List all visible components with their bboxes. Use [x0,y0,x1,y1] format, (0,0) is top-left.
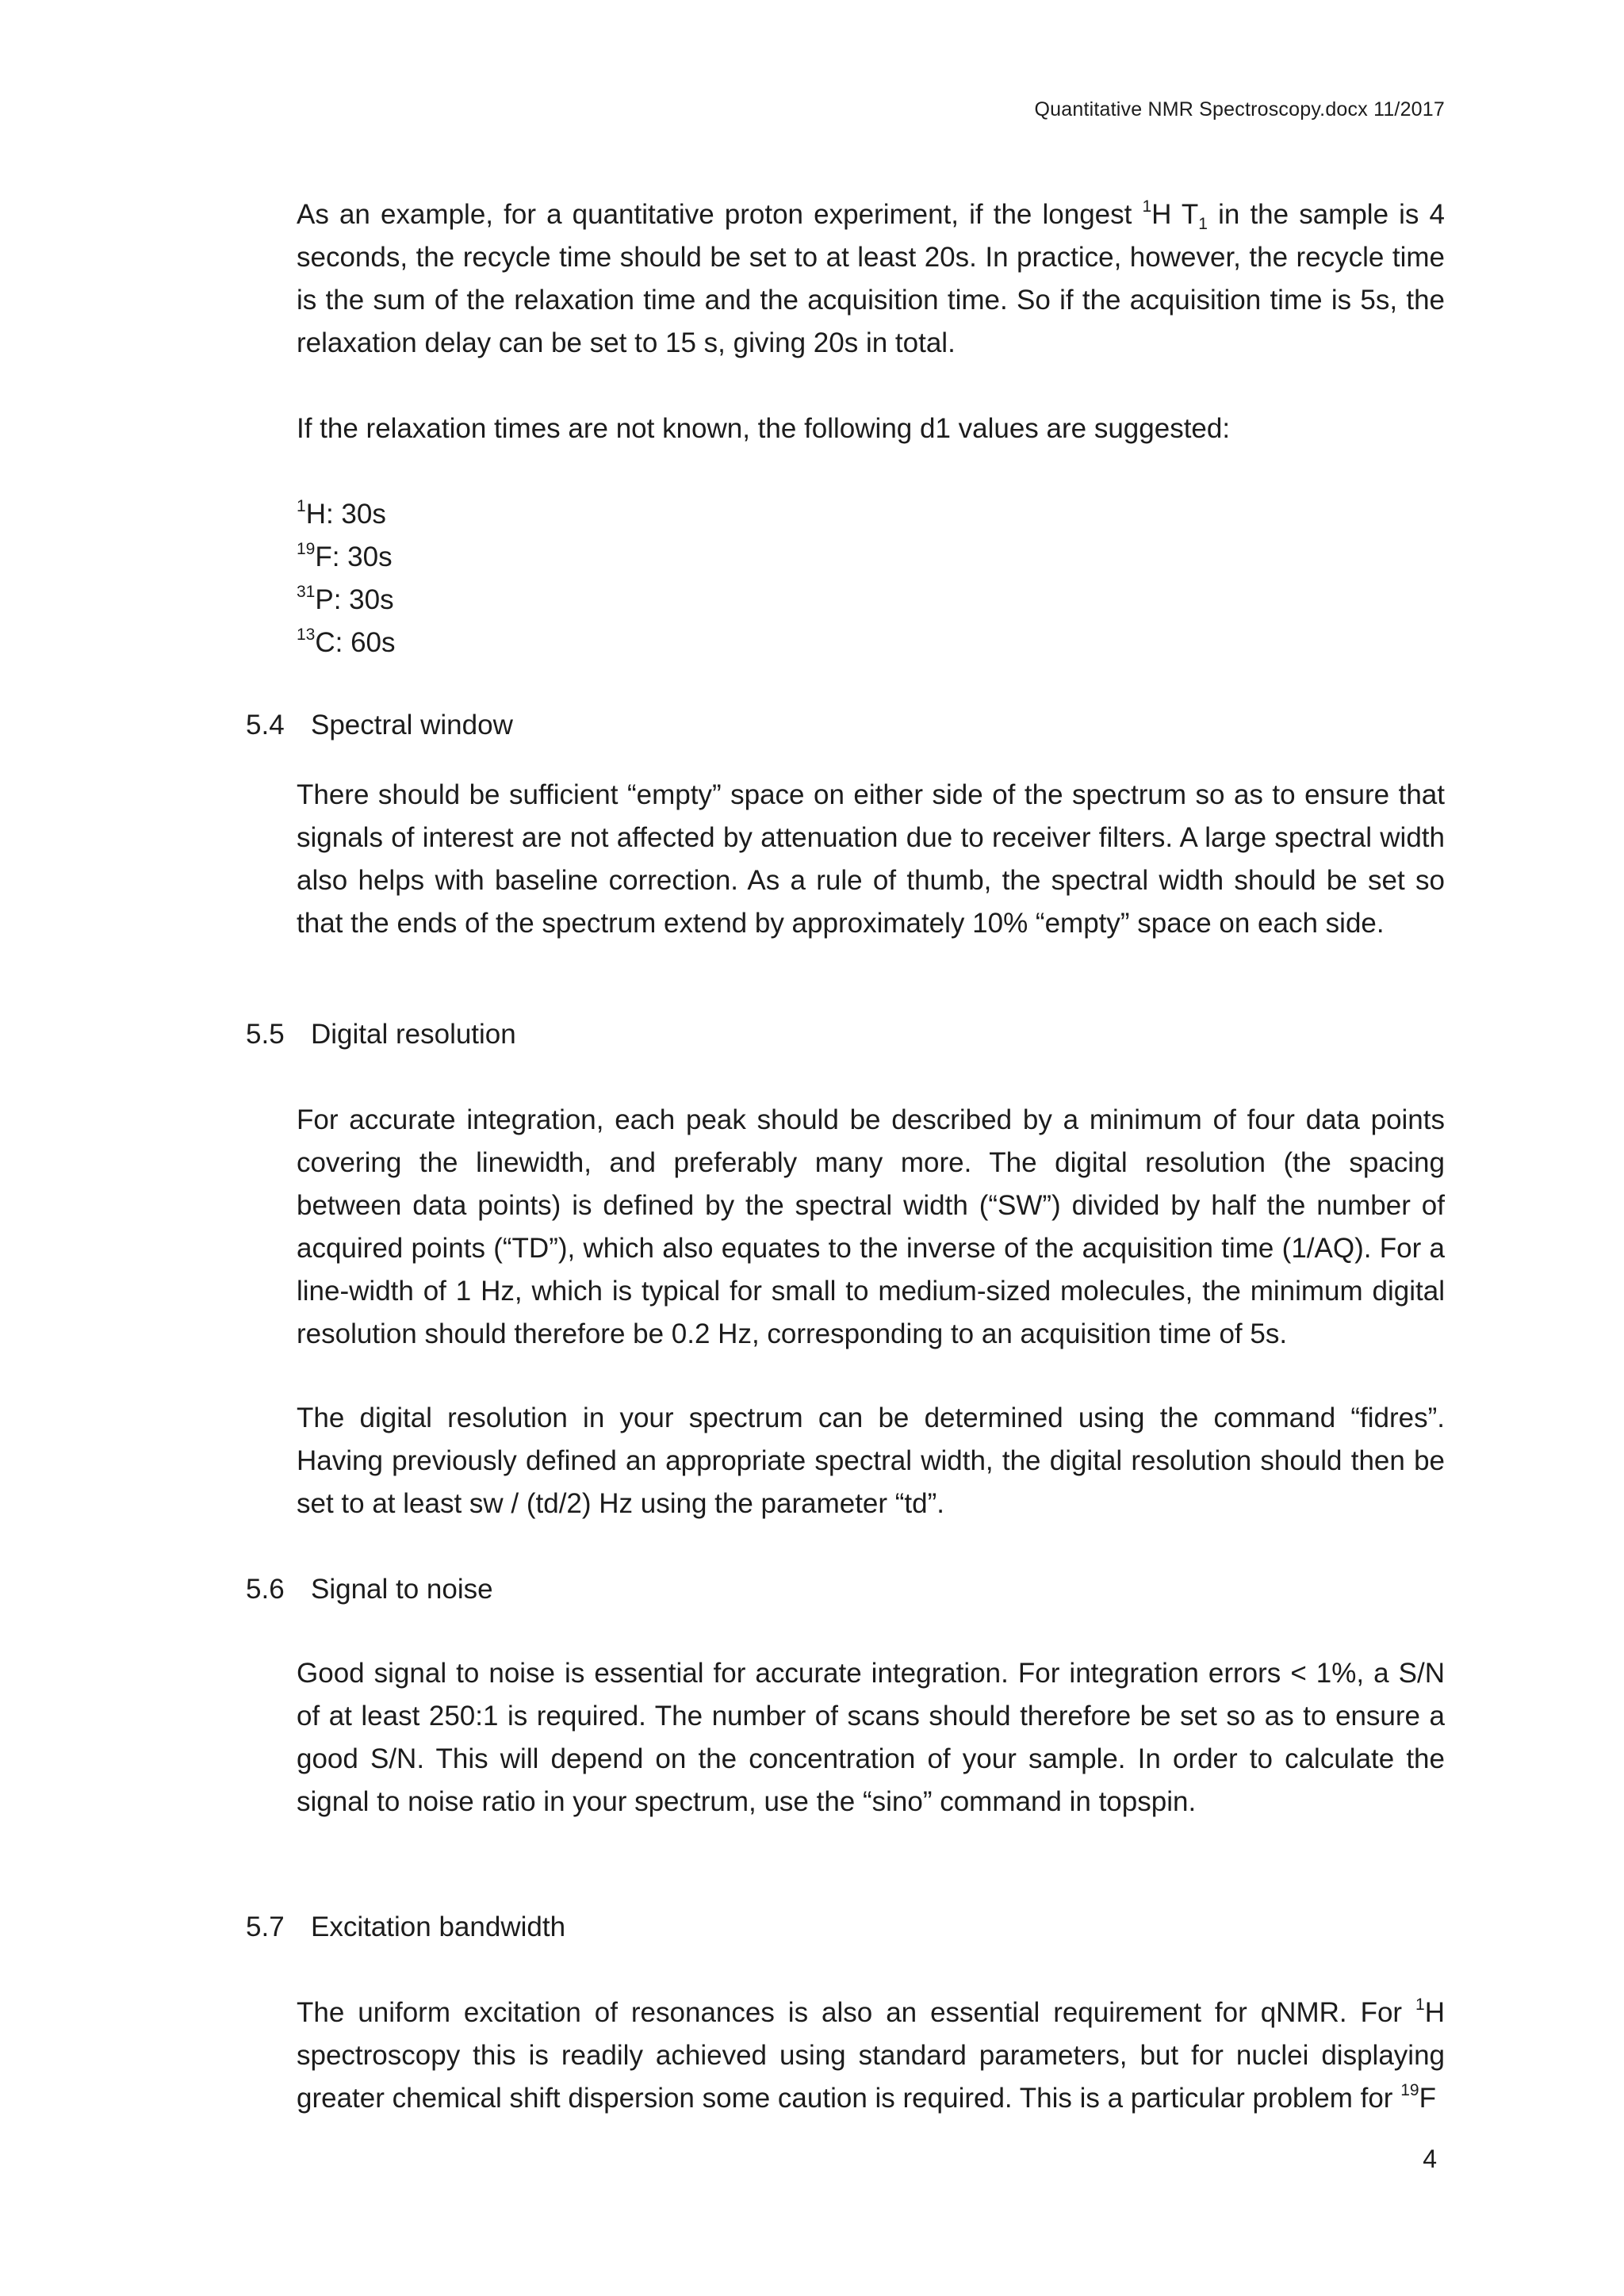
paragraph-signal-to-noise: Good signal to noise is essential for accurate integration. For integration errors < 1%, a S/N of at least 250:1 is required. The number of scans should therefore be set so as to ensure a good S/N. This will depend on the concentration of your sample. In order to calculate the signal to noise ratio in your spectrum, use the “sino” command in topspin. [297,1658,1445,1817]
section-heading-5-6: 5.6 Signal to noise [246,1574,493,1605]
section-heading-5-5: 5.5 Digital resolution [246,1019,516,1050]
section-heading-5-4: 5.4 Spectral window [246,710,513,740]
section-heading-5-7: 5.7 Excitation bandwidth [246,1911,566,1942]
list-item: $^{13}$C: 60s [297,626,396,658]
d1-values-list [297,493,396,664]
list-item: $^1$H: 30s [297,497,386,530]
list-item: $^{31}$P: 30s [297,583,394,615]
page-number: 4 [1423,2145,1437,2173]
running-header: Quantitative NMR Spectroscopy.docx 11/2017 [1034,98,1445,121]
paragraph-recycle-example: As an example, for a quantitative proton experiment, if the longest $^1$H $T_1$ in the sample is 4 seconds, the recycle time should be set to at least 20s. In practice, however, the recycle time is the sum of the relaxation time and the acquisition time. So if the acquisition time is 5s, the relaxation delay can be set to 15 s, giving 20s in total. [297,197,1446,358]
paragraph-fidres: The digital resolution in your spectrum can be determined using the command “fidres”. Having previously defined an appropriate spectral width, the digital resolution should then be set to at least sw / (td/2) Hz using the parameter “td”. [297,1402,1445,1519]
paragraph-excitation-bandwidth: The uniform excitation of resonances is also an essential requirement for qNMR. For $^1$H spectroscopy this is readily achieved using standard parameters, but for nuclei displaying greater chemical shift dispersion some caution is required. This is a particular problem for $^{19}$F [297,1996,1445,2114]
paragraph-spectral-window: There should be sufficient “empty” space on either side of the spectrum so as to ensure that signals of interest are not affected by attenuation due to receiver filters. A large spectral width also helps with baseline correction. As a rule of thumb, the spectral width should be set so that the ends of the spectrum extend by approximately 10% “empty” space on each side. [297,779,1445,939]
paragraph-unknown-relaxation: If the relaxation times are not known, the following d1 values are suggested: [297,413,1231,444]
list-item: $^{19}$F: 30s [297,540,393,572]
paragraph-digital-resolution: For accurate integration, each peak should be described by a minimum of four data points covering the linewidth, and preferably many more. The digital resolution (the spacing between data points) is defined by the spectral width (“SW”) divided by half the number of acquired points (“TD”), which also equates to the inverse of the acquisition time (1/AQ). For a line-width of 1 Hz, which is typical for small to medium-sized molecules, the minimum digital resolution should therefore be 0.2 Hz, corresponding to an acquisition time of 5s. [297,1104,1445,1349]
